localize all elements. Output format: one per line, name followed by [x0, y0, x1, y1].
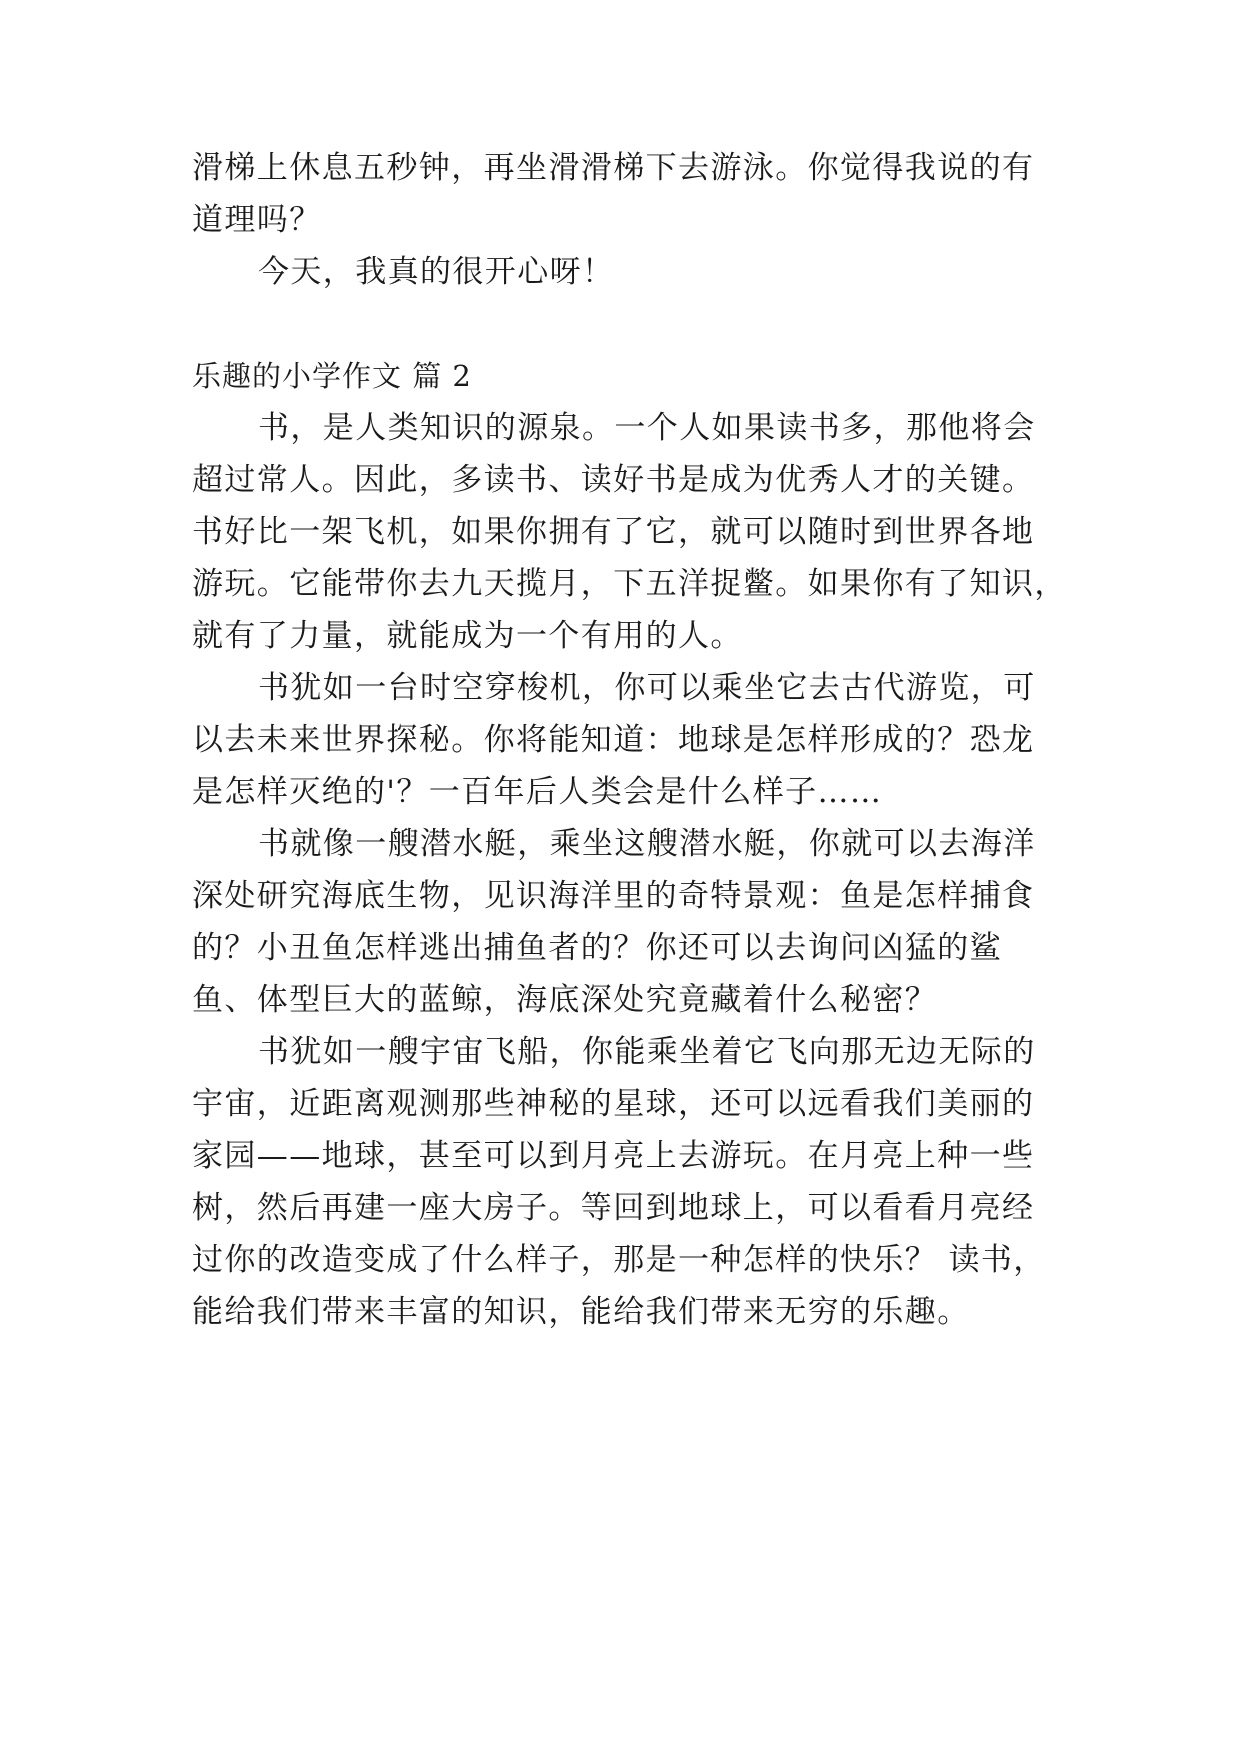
section-title: 乐趣的小学作文 篇 2 — [192, 359, 472, 393]
text-line: 鱼、体型巨大的蓝鲸，海底深处究竟藏着什么秘密？ — [192, 982, 938, 1018]
text-line: 是怎样灭绝的'？一百年后人类会是什么样子…… — [192, 774, 883, 810]
text-line: 书犹如一台时空穿梭机，你可以乘坐它去古代游览，可 — [258, 670, 1036, 706]
text-line: 道理吗？ — [192, 202, 322, 238]
text-line: 游玩。它能带你去九天揽月，下五洋捉鳖。如果你有了知识， — [192, 566, 1067, 602]
text-line: 过你的改造变成了什么样子，那是一种怎样的快乐？ 读书， — [192, 1242, 1046, 1278]
text-line: 今天，我真的很开心呀！ — [258, 254, 615, 290]
text-line: 书好比一架飞机，如果你拥有了它，就可以随时到世界各地 — [192, 514, 1035, 550]
text-line: 宇宙，近距离观测那些神秘的星球，还可以远看我们美丽的 — [192, 1086, 1035, 1122]
text-line: 以去未来世界探秘。你将能知道：地球是怎样形成的？恐龙 — [192, 722, 1035, 758]
text-line: 深处研究海底生物，见识海洋里的奇特景观：鱼是怎样捕食 — [192, 878, 1035, 914]
text-line: 树，然后再建一座大房子。等回到地球上，可以看看月亮经 — [192, 1190, 1035, 1226]
text-line: 能给我们带来丰富的知识，能给我们带来无穷的乐趣。 — [192, 1294, 970, 1330]
text-line: 的？小丑鱼怎样逃出捕鱼者的？你还可以去询问凶猛的鲨 — [192, 930, 1002, 966]
text-line: 书犹如一艘宇宙飞船，你能乘坐着它飞向那无边无际的 — [258, 1034, 1036, 1070]
text-line: 家园——地球，甚至可以到月亮上去游玩。在月亮上种一些 — [192, 1138, 1035, 1174]
text-line: 超过常人。因此，多读书、读好书是成为优秀人才的关键。 — [192, 462, 1035, 498]
text-line: 书就像一艘潜水艇，乘坐这艘潜水艇，你就可以去海洋 — [258, 826, 1036, 862]
text-line: 滑梯上休息五秒钟，再坐滑滑梯下去游泳。你觉得我说的有 — [192, 150, 1035, 186]
text-line: 书，是人类知识的源泉。一个人如果读书多，那他将会 — [258, 410, 1036, 446]
text-line: 就有了力量，就能成为一个有用的人。 — [192, 618, 743, 654]
